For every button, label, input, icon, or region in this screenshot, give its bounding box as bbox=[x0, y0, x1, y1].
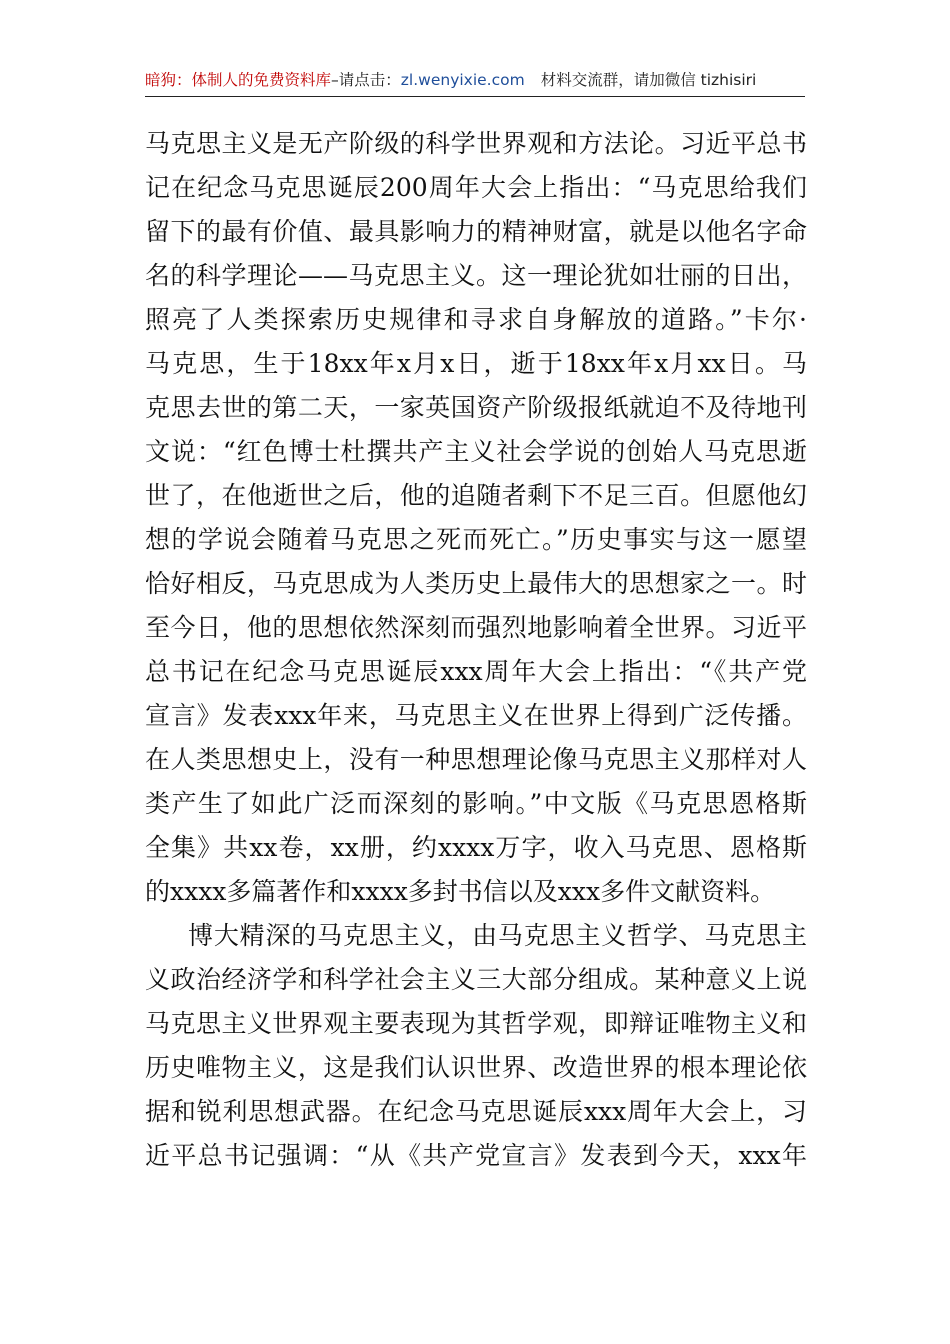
text-line: 总书记在纪念马克思诞辰xxx周年大会上指出：“《共产党 bbox=[145, 657, 807, 686]
text-line: 留下的最有价值、最具影响力的精神财富，就是以他名字命 bbox=[145, 217, 807, 246]
site-url-link[interactable]: zl.wenyixie.com bbox=[400, 71, 525, 89]
text-line: 名的科学理论——马克思主义。这一理论犹如壮丽的日出， bbox=[145, 261, 807, 290]
text-line: 义政治经济学和科学社会主义三大部分组成。某种意义上说 bbox=[145, 965, 807, 994]
text-line: 照亮了人类探索历史规律和寻求自身解放的道路。”卡尔· bbox=[145, 305, 807, 334]
text-line: 克思去世的第二天，一家英国资产阶级报纸就迫不及待地刊 bbox=[145, 393, 807, 422]
text-line: 近平总书记强调：“从《共产党宣言》发表到今天，xxx年 bbox=[145, 1141, 807, 1170]
text-line: 的xxxx多篇著作和xxxx多封书信以及xxx多件文献资料。 bbox=[145, 877, 776, 906]
text-line: 马克思主义世界观主要表现为其哲学观，即辩证唯物主义和 bbox=[145, 1009, 807, 1038]
text-line: 全集》共xx卷，xx册，约xxxx万字，收入马克思、恩格斯 bbox=[145, 833, 807, 862]
text-line: 宣言》发表xxx年来，马克思主义在世界上得到广泛传播。 bbox=[145, 701, 807, 730]
paragraph-1 bbox=[145, 122, 807, 914]
text-line: 马克思主义是无产阶级的科学世界观和方法论。习近平总书 bbox=[145, 129, 807, 158]
text-line: 在人类思想史上，没有一种思想理论像马克思主义那样对人 bbox=[145, 745, 807, 774]
document-body bbox=[145, 122, 807, 1178]
text-line: 至今日，他的思想依然深刻而强烈地影响着全世界。习近平 bbox=[145, 613, 807, 642]
text-line: 想的学说会随着马克思之死而死亡。”历史事实与这一愿望 bbox=[145, 525, 807, 554]
text-line: 记在纪念马克思诞辰200周年大会上指出：“马克思给我们 bbox=[145, 173, 807, 202]
paragraph-2 bbox=[145, 914, 807, 1178]
text-line: 类产生了如此广泛而深刻的影响。”中文版《马克思恩格斯 bbox=[145, 789, 807, 818]
text-line: 博大精深的马克思主义，由马克思主义哲学、马克思主 bbox=[188, 921, 807, 950]
text-line: 文说：“红色博士杜撰共产主义社会学说的创始人马克思逝 bbox=[145, 437, 807, 466]
text-line: 马克思，生于18xx年x月x日，逝于18xx年x月xx日。马 bbox=[145, 349, 807, 378]
text-line: 恰好相反，马克思成为人类历史上最伟大的思想家之一。时 bbox=[145, 569, 807, 598]
site-name: 暗狗：体制人的免费资料库 bbox=[145, 71, 332, 89]
text-line: 历史唯物主义，这是我们认识世界、改造世界的根本理论依 bbox=[145, 1053, 807, 1082]
page-header bbox=[145, 66, 805, 97]
text-line: 据和锐利思想武器。在纪念马克思诞辰xxx周年大会上，习 bbox=[145, 1097, 807, 1126]
text-line: 世了，在他逝世之后，他的追随者剩下不足三百。但愿他幻 bbox=[145, 481, 807, 510]
click-prompt: –请点击： bbox=[331, 71, 401, 89]
contact-info: 材料交流群，请加微信 tizhisiri bbox=[540, 71, 757, 89]
